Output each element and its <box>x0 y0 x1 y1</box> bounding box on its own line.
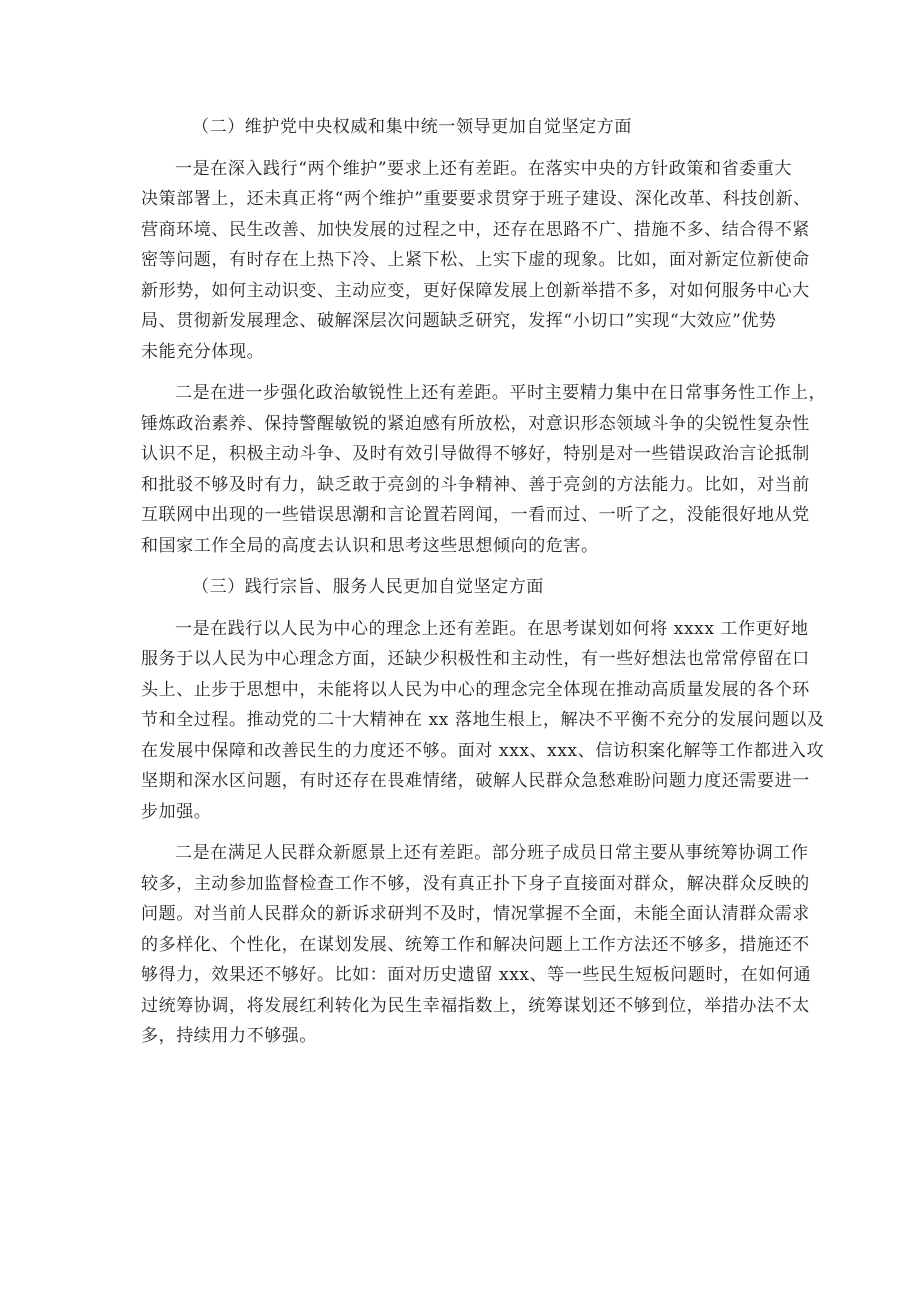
paragraph-line: 局、贯彻新发展理念、破解深层次问题缺乏研究，发挥“小切口”实现“大效应”优势 <box>141 311 777 331</box>
section-heading <box>175 112 783 143</box>
paragraph-line: 一是在深入践行“两个维护”要求上还有差距。在落实中央的方针政策和省委重大 <box>175 158 792 179</box>
paragraph-line: 锤炼政治素养、保持警醒敏锐的紧迫感有所放松，对意识形态领域斗争的尖锐性复杂性 <box>141 413 810 434</box>
body-paragraph <box>141 154 811 368</box>
heading-text: （二）维护党中央权威和集中统一领导更加自觉坚定方面 <box>192 117 632 137</box>
paragraph-line: 头上、止步于思想中，未能将以人民为中心的理念完全体现在推动高质量发展的各个环 <box>141 679 810 700</box>
paragraph-line: 认识不足，积极主动斗争、及时有效引导做得不够好，特别是对一些错误政治言论抵制 <box>141 444 810 464</box>
heading-text: （三）践行宗旨、服务人民更加自觉坚定方面 <box>192 577 544 597</box>
paragraph-line: 问题。对当前人民群众的新诉求研判不及时，情况掌握不全面，未能全面认清群众需求 <box>141 904 810 924</box>
paragraph-line: 二是在进一步强化政治敏锐性上还有差距。平时主要精力集中在日常事务性工作上， <box>175 383 827 403</box>
paragraph-line: 未能充分体现。 <box>141 341 265 362</box>
paragraph-line: 营商环境、民生改善、加快发展的过程之中，还存在思路不广、措施不多、结合得不紧 <box>141 219 810 240</box>
paragraph-line: 节和全过程。推动党的二十大精神在 xx 落地生根上，解决不平衡不充分的发展问题以及 <box>141 710 825 730</box>
paragraph-line: 过统筹协调，将发展红利转化为民生幸福指数上，统筹谋划还不够到位，举措办法不太 <box>141 995 810 1016</box>
paragraph-line: 密等问题，有时存在上热下冷、上紧下松、上实下虚的现象。比如，面对新定位新使命 <box>141 250 810 270</box>
paragraph-line: 在发展中保障和改善民生的力度还不够。面对 xxx、xxx、信访积案化解等工作都进入攻 <box>141 740 825 761</box>
paragraph-line: 步加强。 <box>141 801 212 822</box>
document-page <box>141 112 827 1052</box>
paragraph-line: 多，持续用力不够强。 <box>141 1026 317 1046</box>
paragraph-line: 的多样化、个性化，在谋划发展、统筹工作和解决问题上工作方法还不够多，措施还不 <box>141 934 810 955</box>
paragraph-line: 决策部署上，还未真正将“两个维护”重要要求贯穿于班子建设、深化改革、科技创新、 <box>141 189 811 209</box>
paragraph-line: 够得力，效果还不够好。比如：面对历史遗留 xxx、等一些民生短板问题时，在如何通 <box>141 965 812 985</box>
paragraph-line: 和国家工作全局的高度去认识和思考这些思想倾向的危害。 <box>141 535 599 556</box>
paragraph-line: 新形势，如何主动识变、主动应变，更好保障发展上创新举措不多，对如何服务中心大 <box>141 280 810 301</box>
paragraph-line: 二是在满足人民群众新愿景上还有差距。部分班子成员日常主要从事统筹协调工作 <box>175 843 809 863</box>
paragraph-line: 坚期和深水区问题，有时还存在畏难情绪，破解人民群众急愁难盼问题力度还需要进一 <box>141 771 810 791</box>
body-paragraph <box>141 838 812 1052</box>
body-paragraph <box>141 614 825 828</box>
paragraph-line: 服务于以人民为中心理念方面，还缺少积极性和主动性，有一些好想法也常常停留在口 <box>141 649 810 669</box>
section-heading <box>175 572 783 603</box>
paragraph-line: 互联网中出现的一些错误思潮和言论置若罔闻，一看而过、一听了之，没能很好地从党 <box>141 505 810 525</box>
paragraph-line: 较多，主动参加监督检查工作不够，没有真正扑下身子直接面对群众，解决群众反映的 <box>141 873 810 894</box>
body-paragraph <box>141 378 827 561</box>
paragraph-line: 和批驳不够及时有力，缺乏敢于亮剑的斗争精神、善于亮剑的方法能力。比如，对当前 <box>141 474 810 495</box>
paragraph-line: 一是在践行以人民为中心的理念上还有差距。在思考谋划如何将 xxxx 工作更好地 <box>175 618 809 639</box>
